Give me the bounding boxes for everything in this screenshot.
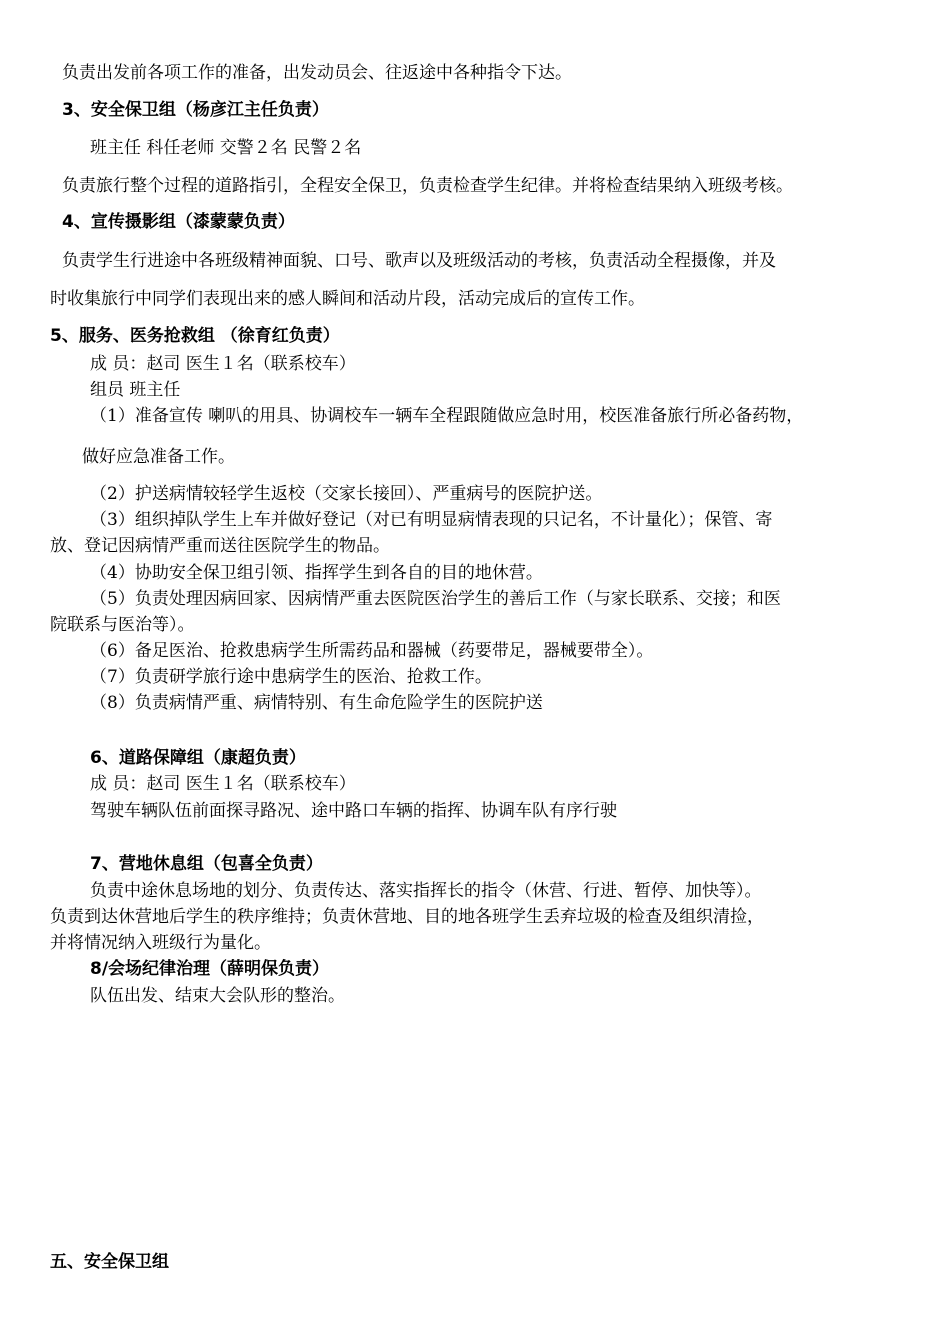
list-item: （6）备足医治、抢救患病学生所需药品和器械（药要带足，器械要带全）。 bbox=[90, 641, 654, 661]
list-item: （4）协助安全保卫组引领、指挥学生到各自的目的地休营。 bbox=[90, 563, 543, 583]
section-heading: 3、安全保卫组（杨彦江主任负责） bbox=[62, 100, 329, 120]
text-line: 负责到达休营地后学生的秩序维持；负责休营地、目的地各班学生丢弃垃圾的检查及组织清捡， bbox=[50, 907, 764, 927]
section-heading: 8/会场纪律治理（薛明保负责） bbox=[90, 959, 330, 979]
text-line: 负责中途休息场地的划分、负责传达、落实指挥长的指令（休营、行进、暂停、加快等）。 bbox=[90, 881, 762, 901]
text-line: 队伍出发、结束大会队形的整治。 bbox=[90, 986, 345, 1006]
text-line: 驾驶车辆队伍前面探寻路况、途中路口车辆的指挥、协调车队有序行驶 bbox=[90, 801, 617, 821]
text-line: 成 员：赵司 医生１名（联系校车） bbox=[90, 774, 356, 794]
text-line: 放、登记因病情严重而送往医院学生的物品。 bbox=[50, 536, 390, 556]
text-line: 负责学生行进途中各班级精神面貌、口号、歌声以及班级活动的考核，负责活动全程摄像，并及 bbox=[62, 251, 776, 271]
list-item: （2）护送病情较轻学生返校（交家长接回）、严重病号的医院护送。 bbox=[90, 484, 603, 504]
text-line: 成 员：赵司 医生１名（联系校车） bbox=[90, 354, 356, 374]
chapter-heading: 五、安全保卫组 bbox=[50, 1252, 169, 1272]
text-line: 负责出发前各项工作的准备，出发动员会、往返途中各种指令下达。 bbox=[62, 63, 572, 83]
text-line: 时收集旅行中同学们表现出来的感人瞬间和活动片段，活动完成后的宣传工作。 bbox=[50, 289, 645, 309]
list-item: （5）负责处理因病回家、因病情严重去医院医治学生的善后工作（与家长联系、交接；和医 bbox=[90, 589, 781, 609]
text-line: 组员 班主任 bbox=[90, 380, 181, 400]
text-line: 并将情况纳入班级行为量化。 bbox=[50, 933, 271, 953]
text-line: 院联系与医治等）。 bbox=[50, 615, 195, 635]
section-heading: 6、道路保障组（康超负责） bbox=[90, 748, 306, 768]
list-item: （1）准备宣传 喇叭的用具、协调校车一辆车全程跟随做应急时用，校医准备旅行所必备药物， bbox=[90, 406, 804, 426]
text-line: 班主任 科任老师 交警２名 民警２名 bbox=[90, 138, 362, 158]
list-item: （8）负责病情严重、病情特别、有生命危险学生的医院护送 bbox=[90, 693, 543, 713]
list-item: （3）组织掉队学生上车并做好登记（对已有明显病情表现的只记名，不计量化）；保管、寄 bbox=[90, 510, 773, 530]
section-heading: 5、服务、医务抢救组 （徐育红负责） bbox=[50, 326, 340, 346]
section-heading: 7、营地休息组（包喜全负责） bbox=[90, 854, 323, 874]
section-heading: 4、宣传摄影组（漆蒙蒙负责） bbox=[62, 212, 295, 232]
text-line: 负责旅行整个过程的道路指引，全程安全保卫，负责检查学生纪律。并将检查结果纳入班级考核。 bbox=[62, 176, 793, 196]
text-line: 做好应急准备工作。 bbox=[82, 447, 235, 467]
list-item: （7）负责研学旅行途中患病学生的医治、抢救工作。 bbox=[90, 667, 492, 687]
